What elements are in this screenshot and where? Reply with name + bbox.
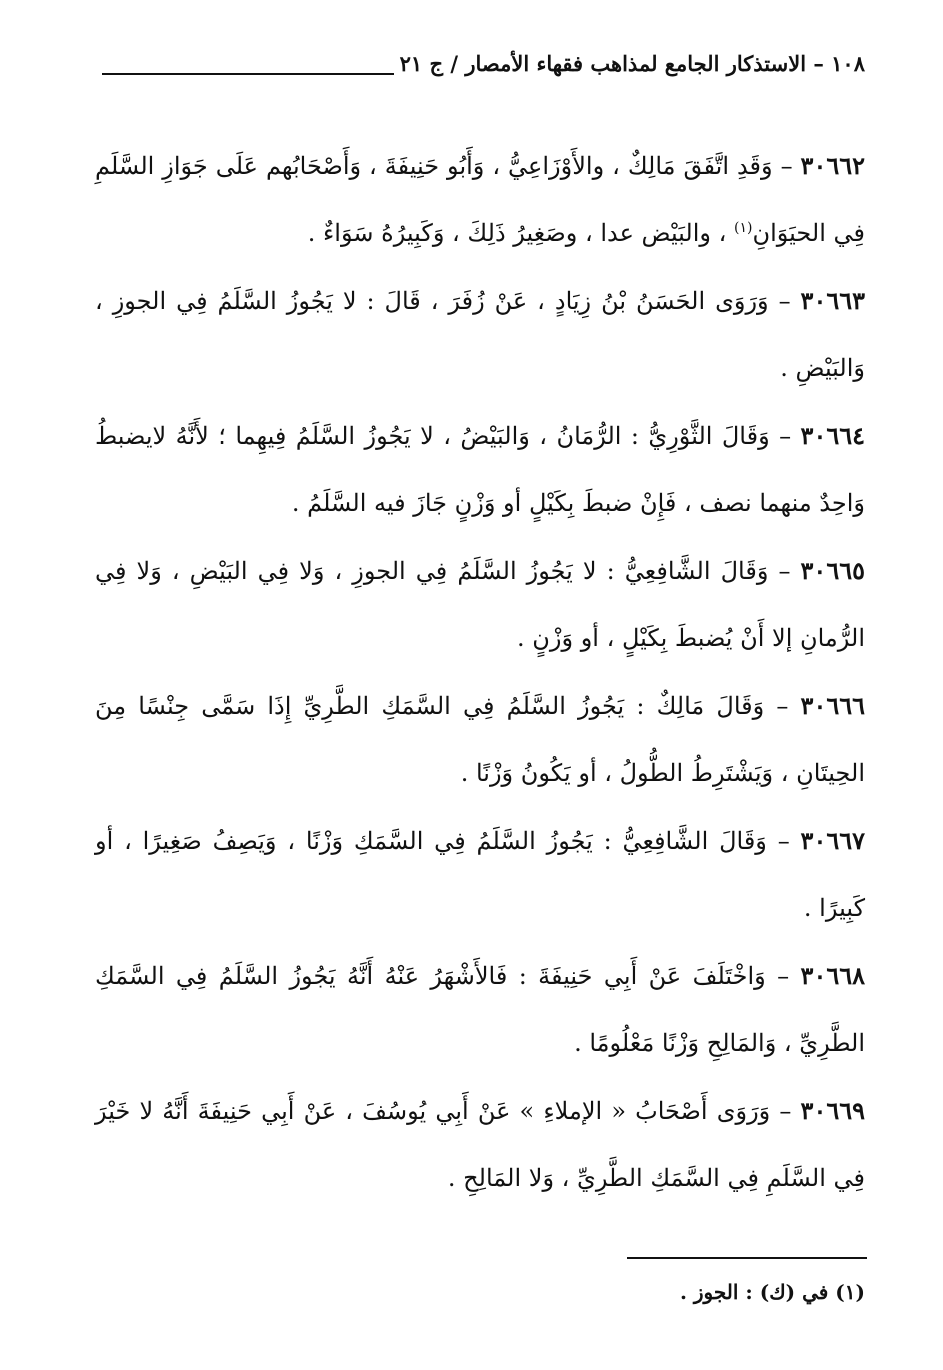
paragraph-30662 — [95, 132, 865, 267]
paragraph-text-continued: ، والبَيْض عدا ، وصَغِيرُ ذَلِكَ ، وَكَبِيرُهُ سَوَاءٌ . — [307, 219, 727, 247]
paragraph-text: – وَقَالَ الثَّوْرِيُّ : الرُّمَانُ ، وَالبَيْضُ ، لا يَجُوزُ السَّلَمُ فِيهِما ؛ لأَنَّهُ لايضبطُ وَاحِدٌ منهما نصف ، فَإِنْ ضبطَ بِكَيْلٍ أو وَزْنٍ جَازَ فيه السَّلَمُ . — [95, 422, 865, 517]
paragraph-number: ٣٠٦٦٣ — [800, 286, 865, 315]
footnote-rule — [627, 1257, 867, 1259]
paragraph-text: – وَاخْتَلَفَ عَنْ أَبِي حَنِيفَةَ : فَالأَشْهَرُ عَنْهُ أَنَّهُ يَجُوزُ السَّلَمُ فِي السَّمَكِ الطَّرِيِّ ، وَالمَالِحِ وَزْنًا مَعْلُومًا . — [95, 962, 865, 1057]
running-title: ١٠٨ – الاستذكار الجامع لمذاهب فقهاء الأمصار / ج ٢١ — [399, 50, 865, 76]
paragraph-text: – وَقَالَ الشَّافِعِيُّ : يَجُوزُ السَّلَمُ فِي السَّمَكِ وَزْنًا ، وَيَصِفُ صَغِيرًا ، أو كَبِيرًا . — [95, 827, 865, 922]
paragraph-text: – وَقَدِ اتَّفَقَ مَالِكٌ ، والأَوْزَاعِيُّ ، وَأَبُو حَنِيفَةَ ، وَأَصْحَابُهم عَلَى جَوَازِ السَّلَمِ فِي الحيَوَانِ — [95, 152, 865, 247]
paragraph-30664 — [95, 402, 865, 537]
paragraph-number: ٣٠٦٦٢ — [800, 151, 865, 180]
paragraph-text: – وَرَوَى الحَسَنُ بْنُ زِيَادٍ ، عَنْ زُفَرَ ، قَالَ : لا يَجُوزُ السَّلَمُ فِي الجوزِ ، وَالبَيْضِ . — [95, 287, 865, 382]
footnote: (١) في (ك) : الجوز . — [679, 1280, 865, 1304]
paragraph-number: ٣٠٦٦٩ — [800, 1096, 865, 1125]
header-rule — [102, 73, 394, 75]
paragraph-text: – وَقَالَ مَالِكٌ : يَجُوزُ السَّلَمُ فِي السَّمَكِ الطَّرِيِّ إِذَا سَمَّى جِنْسًا مِنَ الحِيتَانِ ، وَيَشْتَرِطُ الطُّولُ ، أو يَكُونُ وَزْنًا . — [95, 692, 865, 787]
paragraph-number: ٣٠٦٦٨ — [800, 961, 865, 990]
paragraph-30665 — [95, 537, 865, 672]
paragraph-text: – وَقَالَ الشَّافِعِيُّ : لا يَجُوزُ السَّلَمُ فِي الجوزِ ، وَلا فِي البَيْضِ ، وَلا فِي الرُّمانِ إلا أَنْ يُضبطَ بِكَيْلٍ ، أو وَزْنٍ . — [95, 557, 865, 652]
paragraph-number: ٣٠٦٦٧ — [800, 826, 865, 855]
paragraph-number: ٣٠٦٦٥ — [800, 556, 865, 585]
paragraph-30667 — [95, 807, 865, 942]
footnote-reference: (١) — [734, 220, 753, 236]
running-header — [95, 40, 865, 86]
paragraph-text: – وَرَوَى أَصْحَابُ « الإملاءِ » عَنْ أَبِي يُوسُفَ ، عَنْ أَبِي حَنِيفَةَ أَنَّهُ لا خَيْرَ فِي السَّلَمِ فِي السَّمَكِ الطَّرِيِّ ، وَلا المَالِحِ . — [95, 1097, 865, 1192]
paragraph-number: ٣٠٦٦٦ — [800, 691, 865, 720]
paragraph-30668 — [95, 942, 865, 1077]
page-body — [95, 132, 865, 1212]
paragraph-30669 — [95, 1077, 865, 1212]
paragraph-30663 — [95, 267, 865, 402]
paragraph-30666 — [95, 672, 865, 807]
paragraph-number: ٣٠٦٦٤ — [800, 421, 865, 450]
